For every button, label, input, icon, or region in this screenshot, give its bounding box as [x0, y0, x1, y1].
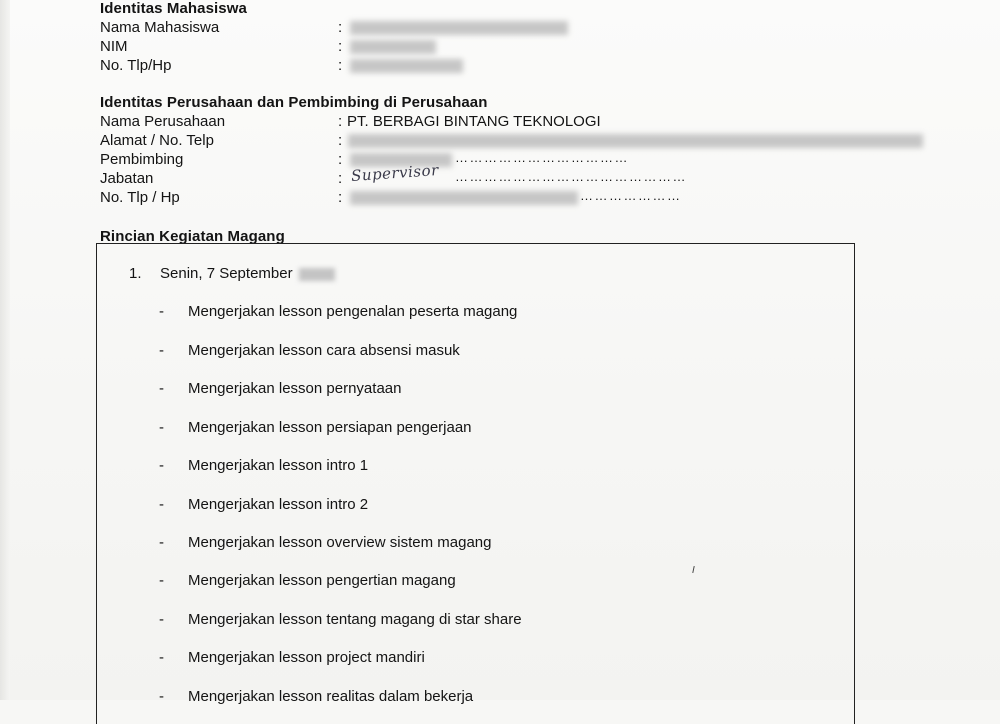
- day-date: Senin, 7 September: [160, 265, 293, 282]
- item-text: Mengerjakan lesson cara absensi masuk: [188, 342, 460, 359]
- dash: -: [159, 688, 164, 705]
- position-row: [100, 160, 960, 188]
- colon: :: [338, 113, 343, 130]
- supervisor-phone-label: No. Tlp / Hp: [100, 189, 180, 206]
- redacted-company-address: [348, 134, 923, 148]
- dash: -: [159, 611, 164, 628]
- supervisor-dotted-line: ………………………………: [455, 150, 629, 165]
- company-name-row: [100, 113, 960, 131]
- item-text: Mengerjakan lesson realitas dalam bekerja: [188, 688, 474, 705]
- handwritten-position: Supervisor: [350, 160, 440, 186]
- dash: -: [159, 496, 164, 513]
- colon: :: [338, 57, 343, 74]
- dash: -: [159, 649, 164, 666]
- student-name-row: [100, 19, 960, 37]
- colon: :: [338, 151, 343, 168]
- dash: -: [159, 303, 164, 320]
- scan-edge: [0, 0, 10, 700]
- activity-box: [96, 243, 855, 724]
- company-address-label: Alamat / No. Telp: [100, 132, 214, 149]
- student-phone-row: [100, 57, 960, 75]
- colon: :: [338, 38, 343, 55]
- student-name-label: Nama Mahasiswa: [100, 19, 220, 36]
- dash: -: [159, 457, 164, 474]
- student-phone-label: No. Tlp/Hp: [100, 57, 172, 74]
- dash: -: [159, 419, 164, 436]
- dash: -: [159, 572, 164, 589]
- company-name-value: PT. BERBAGI BINTANG TEKNOLOGI: [347, 113, 601, 130]
- item-text: Mengerjakan lesson project mandiri: [188, 649, 425, 666]
- item-text: Mengerjakan lesson pengenalan peserta magang: [188, 303, 518, 320]
- company-address-row: [100, 132, 960, 150]
- redacted-student-nim: [350, 40, 436, 54]
- dash: -: [159, 380, 164, 397]
- day-date-wrap: [160, 265, 335, 282]
- dash: -: [159, 534, 164, 551]
- company-section-title: Identitas Perusahaan dan Pembimbing di Perusahaan: [100, 94, 488, 111]
- item-text: Mengerjakan lesson intro 1: [188, 457, 369, 474]
- position-dotted-line: …………………………………………: [455, 169, 687, 184]
- supervisor-phone-row: [100, 189, 960, 207]
- dash: -: [159, 342, 164, 359]
- supervisor-row: [100, 151, 960, 169]
- student-nim-row: [100, 38, 960, 56]
- activities-section-title: Rincian Kegiatan Magang: [100, 228, 285, 245]
- student-nim-label: NIM: [100, 38, 128, 55]
- colon: :: [338, 132, 343, 149]
- position-label: Jabatan: [100, 170, 154, 187]
- item-text: Mengerjakan lesson overview sistem magang: [188, 534, 492, 551]
- redacted-supervisor-phone: [350, 191, 578, 205]
- redacted-student-phone: [350, 59, 463, 73]
- supervisor-phone-dotted-line: …………………: [580, 188, 682, 203]
- student-section-title: Identitas Mahasiswa: [100, 0, 247, 17]
- colon: :: [338, 170, 343, 187]
- item-text: Mengerjakan lesson tentang magang di star share: [188, 611, 522, 628]
- colon: :: [338, 189, 343, 206]
- colon: :: [338, 19, 343, 36]
- item-text: Mengerjakan lesson intro 2: [188, 496, 369, 513]
- redacted-student-name: [350, 21, 568, 35]
- item-text: Mengerjakan lesson persiapan pengerjaan: [188, 419, 472, 436]
- day-number: 1.: [129, 265, 142, 282]
- item-text: Mengerjakan lesson pengertian magang: [188, 572, 456, 589]
- redacted-year: [299, 268, 335, 281]
- supervisor-label: Pembimbing: [100, 151, 184, 168]
- item-text: Mengerjakan lesson pernyataan: [188, 380, 402, 397]
- company-name-label: Nama Perusahaan: [100, 113, 226, 130]
